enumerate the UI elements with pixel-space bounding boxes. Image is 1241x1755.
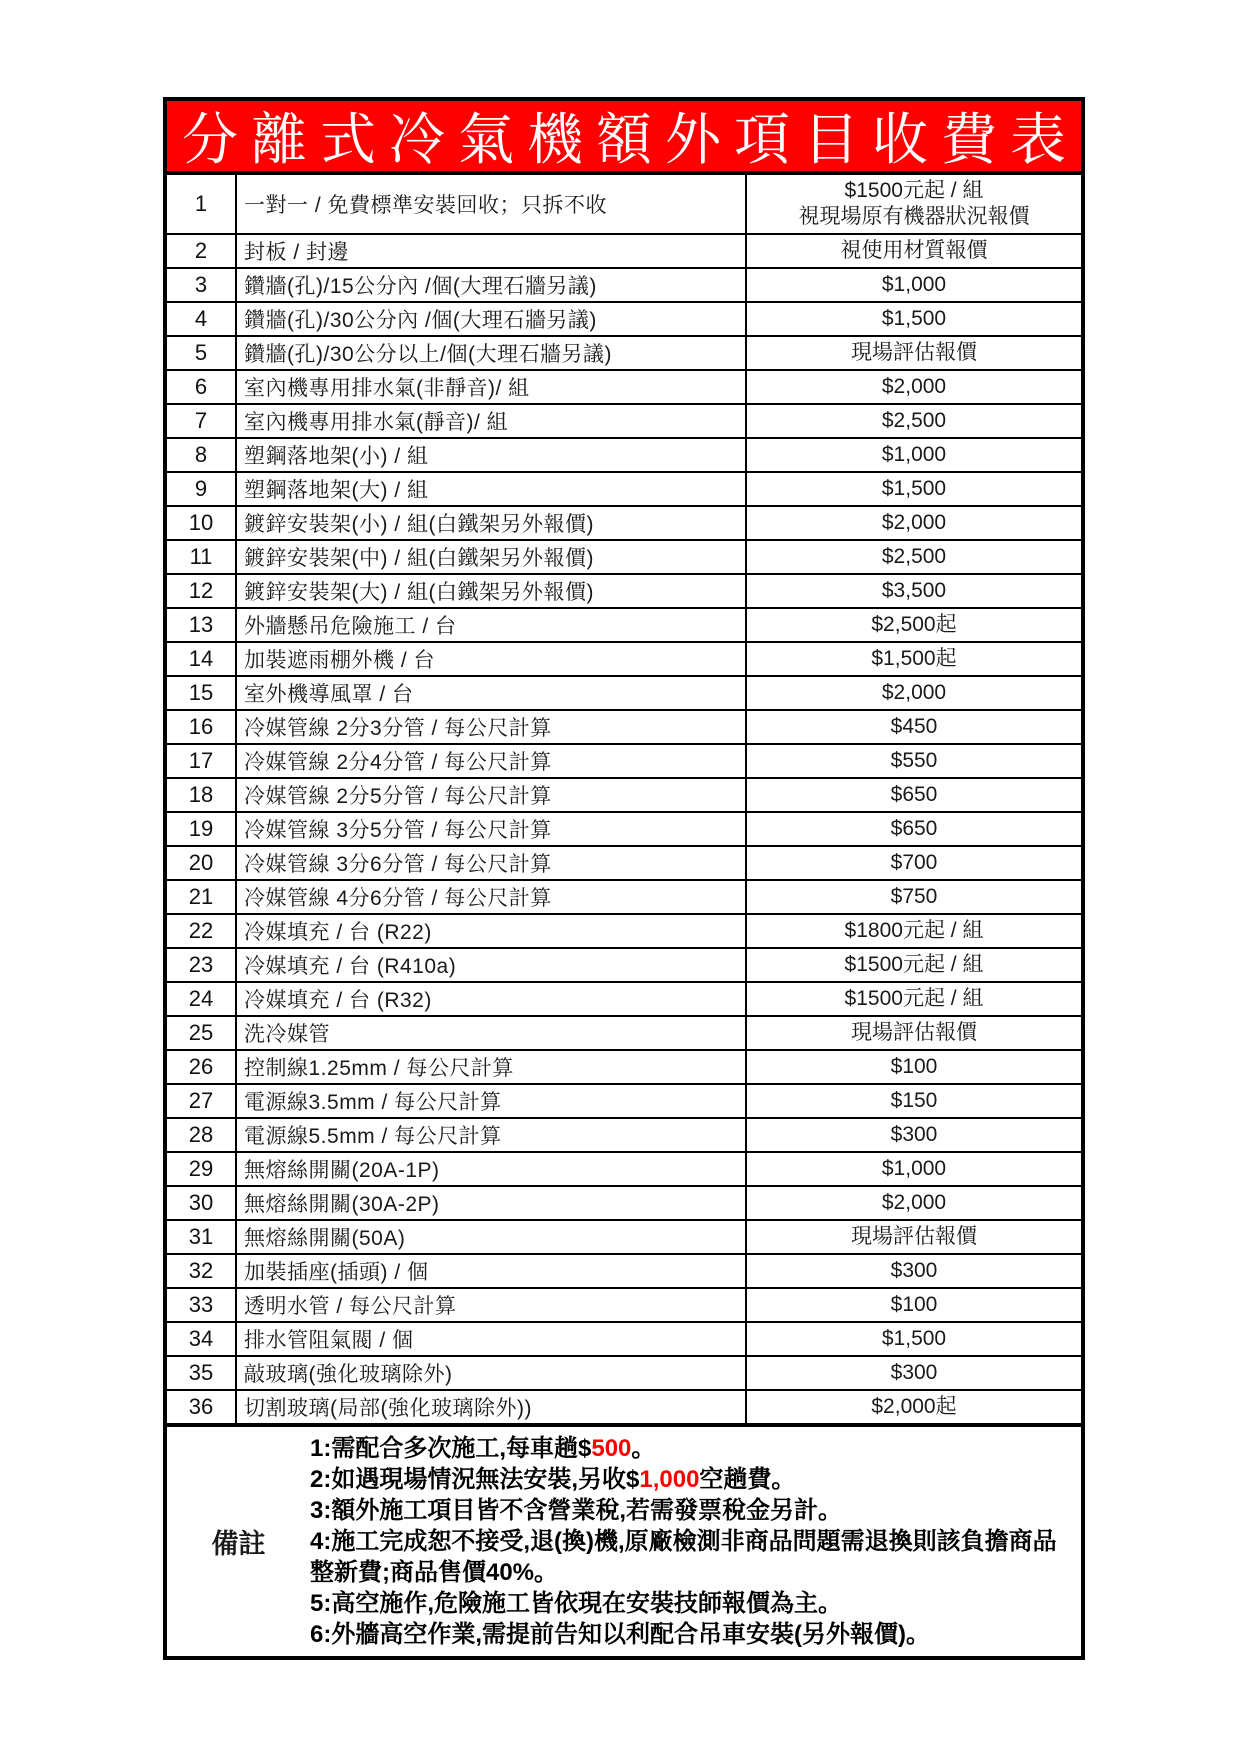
row-description: 冷媒管線 3分5分管 / 每公尺計算	[237, 813, 747, 845]
row-number: 25	[167, 1017, 237, 1049]
row-number: 11	[167, 541, 237, 573]
row-number: 13	[167, 609, 237, 641]
row-price: $1500元起 / 組	[844, 953, 984, 976]
table-row	[167, 267, 1081, 301]
row-price: $1,500起	[871, 647, 957, 670]
row-number: 23	[167, 949, 237, 981]
table-row	[167, 981, 1081, 1015]
note-text-suffix: 空趟費。	[699, 1466, 796, 1493]
row-description: 冷媒填充 / 台 (R32)	[237, 983, 747, 1015]
table-row	[167, 709, 1081, 743]
row-description: 冷媒管線 2分3分管 / 每公尺計算	[237, 711, 747, 743]
row-price: $3,500	[881, 579, 947, 602]
table-row	[167, 573, 1081, 607]
row-price: $300	[890, 1259, 938, 1282]
row-description: 封板 / 封邊	[237, 235, 747, 267]
row-description: 加裝遮雨棚外機 / 台	[237, 643, 747, 675]
table-row	[167, 1355, 1081, 1389]
row-price: $1,000	[881, 1157, 947, 1180]
table-row	[167, 947, 1081, 981]
table-row	[167, 1083, 1081, 1117]
table-row	[167, 1219, 1081, 1253]
note-text: 1:需配合多次施工,每車趟$	[310, 1435, 592, 1462]
row-description: 塑鋼落地架(小) / 組	[237, 439, 747, 471]
row-price: $1500元起 / 組 視現場原有機器狀況報價	[798, 179, 1030, 228]
note-item	[310, 1433, 1073, 1464]
row-number: 27	[167, 1085, 237, 1117]
note-item	[310, 1588, 1073, 1619]
table-row	[167, 1151, 1081, 1185]
row-number: 26	[167, 1051, 237, 1083]
row-price: $550	[890, 749, 938, 772]
row-description: 鍍鋅安裝架(大) / 組(白鐵架另外報價)	[237, 575, 747, 607]
table-row	[167, 539, 1081, 573]
row-description: 電源線5.5mm / 每公尺計算	[237, 1119, 747, 1151]
row-price: $2,500	[881, 409, 947, 432]
row-description: 加裝插座(插頭) / 個	[237, 1255, 747, 1287]
row-number: 24	[167, 983, 237, 1015]
row-number: 31	[167, 1221, 237, 1253]
row-description: 冷媒管線 2分4分管 / 每公尺計算	[237, 745, 747, 777]
table-row	[167, 403, 1081, 437]
row-price: $300	[890, 1123, 938, 1146]
note-item	[310, 1464, 1073, 1495]
row-price: $100	[890, 1293, 938, 1316]
table-row	[167, 1015, 1081, 1049]
row-description: 鍍鋅安裝架(小) / 組(白鐵架另外報價)	[237, 507, 747, 539]
table-row	[167, 743, 1081, 777]
table-row	[167, 641, 1081, 675]
notes-list	[310, 1427, 1081, 1656]
row-price: $1,500	[881, 1327, 947, 1350]
row-number: 15	[167, 677, 237, 709]
row-price: $2,000起	[871, 1395, 957, 1418]
note-text: 6:外牆高空作業,需提前告知以利配合吊車安裝(另外報價)。	[310, 1621, 930, 1648]
row-price: $450	[890, 715, 938, 738]
row-price: $2,500起	[871, 613, 957, 636]
row-number: 18	[167, 779, 237, 811]
row-number: 7	[167, 405, 237, 437]
note-text: 2:如遇現場情況無法安裝,另收$	[310, 1466, 640, 1493]
row-description: 鑽牆(孔)/15公分內 /個(大理石牆另議)	[237, 269, 747, 301]
row-description: 塑鋼落地架(大) / 組	[237, 473, 747, 505]
row-description: 電源線3.5mm / 每公尺計算	[237, 1085, 747, 1117]
row-number: 16	[167, 711, 237, 743]
table-row	[167, 175, 1081, 233]
row-number: 3	[167, 269, 237, 301]
row-price: $1,500	[881, 477, 947, 500]
row-price: 現場評估報價	[851, 1021, 977, 1044]
row-number: 1	[167, 175, 237, 233]
row-price: $700	[890, 851, 938, 874]
table-row	[167, 1287, 1081, 1321]
row-number: 33	[167, 1289, 237, 1321]
row-description: 透明水管 / 每公尺計算	[237, 1289, 747, 1321]
row-price: 現場評估報價	[851, 341, 977, 364]
row-number: 35	[167, 1357, 237, 1389]
row-description: 無熔絲開關(30A-2P)	[237, 1187, 747, 1219]
table-row	[167, 369, 1081, 403]
row-number: 9	[167, 473, 237, 505]
row-price: $2,000	[881, 375, 947, 398]
row-description: 室外機導風罩 / 台	[237, 677, 747, 709]
row-number: 8	[167, 439, 237, 471]
row-description: 室內機專用排水氣(靜音)/ 組	[237, 405, 747, 437]
row-price: $300	[890, 1361, 938, 1384]
row-price: $150	[890, 1089, 938, 1112]
note-item	[310, 1619, 1073, 1650]
row-number: 4	[167, 303, 237, 335]
row-description: 切割玻璃(局部(強化玻璃除外))	[237, 1391, 747, 1423]
table-row	[167, 1049, 1081, 1083]
row-price: $100	[890, 1055, 938, 1078]
row-number: 36	[167, 1391, 237, 1423]
note-item	[310, 1526, 1073, 1588]
table-row	[167, 845, 1081, 879]
row-description: 冷媒管線 4分6分管 / 每公尺計算	[237, 881, 747, 913]
price-table	[167, 175, 1081, 1423]
notes-section	[167, 1423, 1081, 1656]
row-description: 無熔絲開關(50A)	[237, 1221, 747, 1253]
table-row	[167, 233, 1081, 267]
row-number: 2	[167, 235, 237, 267]
row-description: 洗冷媒管	[237, 1017, 747, 1049]
table-row	[167, 505, 1081, 539]
page-title: 分離式冷氣機額外項目收費表	[167, 101, 1081, 175]
row-number: 5	[167, 337, 237, 369]
table-row	[167, 913, 1081, 947]
row-description: 室內機專用排水氣(非靜音)/ 組	[237, 371, 747, 403]
row-price: $1,000	[881, 443, 947, 466]
row-description: 冷媒填充 / 台 (R22)	[237, 915, 747, 947]
row-description: 排水管阻氣閥 / 個	[237, 1323, 747, 1355]
row-number: 29	[167, 1153, 237, 1185]
row-number: 32	[167, 1255, 237, 1287]
row-number: 10	[167, 507, 237, 539]
note-text: 5:高空施作,危險施工皆依現在安裝技師報價為主。	[310, 1590, 843, 1617]
row-number: 12	[167, 575, 237, 607]
notes-label: 備註	[211, 1529, 266, 1559]
row-price: $750	[890, 885, 938, 908]
row-price: $1500元起 / 組	[844, 987, 984, 1010]
row-description: 鑽牆(孔)/30公分內 /個(大理石牆另議)	[237, 303, 747, 335]
row-number: 21	[167, 881, 237, 913]
row-number: 28	[167, 1119, 237, 1151]
row-price: $650	[890, 783, 938, 806]
row-description: 無熔絲開關(20A-1P)	[237, 1153, 747, 1185]
table-row	[167, 1253, 1081, 1287]
row-number: 20	[167, 847, 237, 879]
table-row	[167, 1117, 1081, 1151]
table-row	[167, 811, 1081, 845]
row-number: 19	[167, 813, 237, 845]
row-price: $1,000	[881, 273, 947, 296]
note-item	[310, 1495, 1073, 1526]
row-price: $2,000	[881, 1191, 947, 1214]
row-price: $1,500	[881, 307, 947, 330]
row-description: 一對一 / 免費標準安裝回收；只拆不收	[237, 175, 747, 233]
row-price: $1800元起 / 組	[844, 919, 984, 942]
row-description: 冷媒填充 / 台 (R410a)	[237, 949, 747, 981]
table-row	[167, 777, 1081, 811]
row-description: 冷媒管線 3分6分管 / 每公尺計算	[237, 847, 747, 879]
row-number: 14	[167, 643, 237, 675]
row-price: $2,000	[881, 681, 947, 704]
table-row	[167, 437, 1081, 471]
row-description: 鍍鋅安裝架(中) / 組(白鐵架另外報價)	[237, 541, 747, 573]
row-price: 現場評估報價	[851, 1225, 977, 1248]
row-description: 鑽牆(孔)/30公分以上/個(大理石牆另議)	[237, 337, 747, 369]
table-row	[167, 471, 1081, 505]
row-number: 30	[167, 1187, 237, 1219]
table-row	[167, 335, 1081, 369]
row-number: 17	[167, 745, 237, 777]
note-highlight: 500	[591, 1435, 632, 1462]
note-text: 3:額外施工項目皆不含營業稅,若需發票稅金另計。	[310, 1497, 843, 1524]
row-number: 34	[167, 1323, 237, 1355]
row-description: 外牆懸吊危險施工 / 台	[237, 609, 747, 641]
note-text-suffix: 。	[631, 1435, 656, 1462]
table-row	[167, 607, 1081, 641]
row-price: $2,000	[881, 511, 947, 534]
row-price: $650	[890, 817, 938, 840]
row-number: 22	[167, 915, 237, 947]
table-row	[167, 301, 1081, 335]
row-description: 敲玻璃(強化玻璃除外)	[237, 1357, 747, 1389]
table-row	[167, 879, 1081, 913]
row-description: 控制線1.25mm / 每公尺計算	[237, 1051, 747, 1083]
row-number: 6	[167, 371, 237, 403]
table-row	[167, 1389, 1081, 1423]
row-description: 冷媒管線 2分5分管 / 每公尺計算	[237, 779, 747, 811]
row-price: 視使用材質報價	[840, 239, 988, 262]
note-highlight: 1,000	[639, 1466, 700, 1493]
price-sheet	[163, 97, 1085, 1660]
table-row	[167, 675, 1081, 709]
note-text: 4:施工完成恕不接受,退(換)機,原廠檢測非商品問題需退換則該負擔商品整新費;商品售價40%。	[310, 1528, 1057, 1586]
table-row	[167, 1185, 1081, 1219]
row-price: $2,500	[881, 545, 947, 568]
table-row	[167, 1321, 1081, 1355]
